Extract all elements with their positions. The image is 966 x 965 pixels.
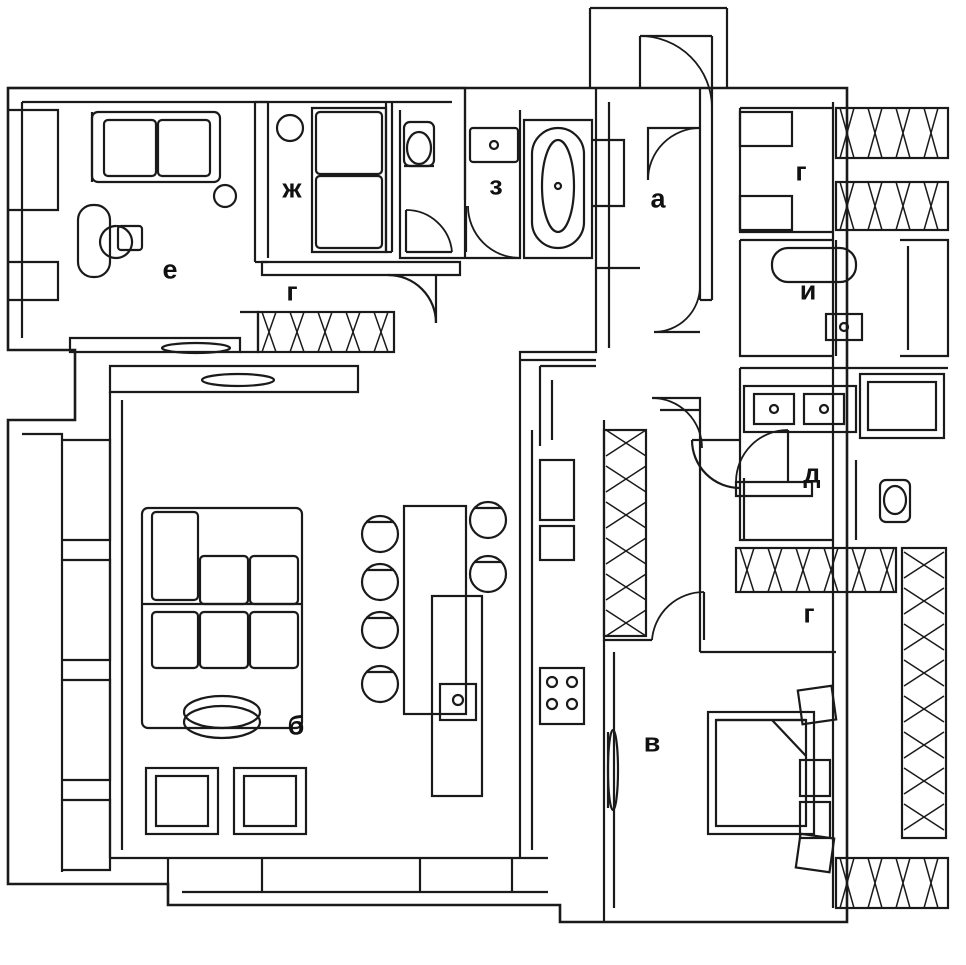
room-label-z: з	[489, 170, 503, 201]
room-label-v: в	[643, 727, 661, 758]
room-label-b: б	[287, 710, 305, 741]
room-label-g-top-left: г	[286, 276, 298, 307]
room-label-g-top-right: г	[795, 156, 807, 187]
room-label-zh: ж	[282, 173, 302, 204]
room-label-i: и	[799, 275, 817, 306]
room-label-d: д	[803, 458, 821, 489]
room-label-e: е	[162, 254, 178, 285]
room-label-g-bottom-right: г	[803, 598, 815, 629]
room-label-a: а	[650, 183, 666, 214]
